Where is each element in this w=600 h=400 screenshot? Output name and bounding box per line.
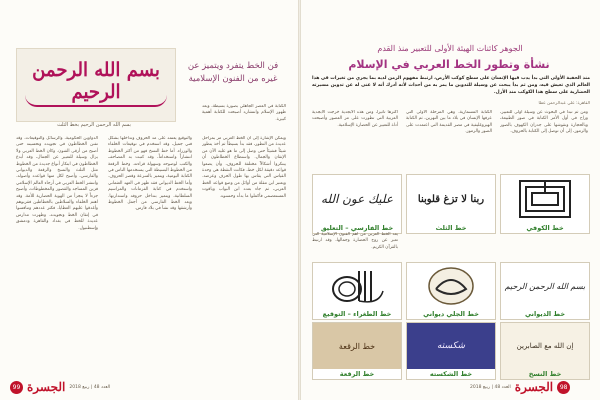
- article-column-middle: والتوقيع يعتمد على مد الحروف وتداخلها بشكل فني جميل، وقد استخدم في توقيعات الخلفاء والوزراء. أما خط النسخ فهو من أكثر الخطوط انتشاراً واستخداماً، وقد كتبت به المصاحف والكتب لوضوحه وسهولة قراءته. وخط الرقعة من الخطوط البسيطة التي يستخدمها الناس في الكتابة اليومية، ويتميز بالسرعة وقصر الحروف. وأما الخط الديواني فقد ظهر في العهد العثماني واستخدم في كتابة الفرمانات والمراسيم السلطانية، ويتميز بتداخل حروفه واستدارتها. ويعد الخط الفارسي من أجمل الخطوط وأرشقها وقد نشأ في بلاد فارس.: [108, 136, 192, 212]
- calligraphy-image: [16, 48, 176, 122]
- ruqaa-art: خط الرقعة: [338, 341, 376, 351]
- pull-quote: فن الخط يتفرد ويتميز عن غيره من الفنون الإسلامية: [187, 61, 279, 84]
- plate-caption: خط الرقعة: [313, 369, 401, 379]
- plate-caption: خط الفارسي – التعليق: [320, 224, 394, 232]
- magazine-logo-right: الجسرة: [514, 380, 554, 394]
- jali-diwani-oval-icon: [426, 265, 476, 307]
- plate-naskh: [500, 322, 590, 380]
- plate-caption: خط الثلث: [435, 224, 467, 232]
- article-column-top: الكتابة في العصر الجاهلي بصورة بسيطة، وبعد ظهور الإسلام وانتشاره أصبحت للكتابة أهمية كبيرة.: [202, 104, 286, 122]
- article-headline: نشأة وتطور الخط العربي في الإسلام: [348, 58, 550, 71]
- magazine-logo-left: الجسرة: [27, 380, 66, 394]
- plate-shikasta: [406, 322, 496, 380]
- diwani-art: بسم الله الرحمن الرحيم: [504, 281, 586, 291]
- article-column-left: الدواوين الحكومية، والرسائل والتوقيعات، وقد تفنن الخطاطون في تجويده وتحسينه حتى أصبح من أرقى الفنون. وكان الخط العربي ولا يزال وسيلة للتعبير عن الجمال، وقد أبدع الخطاطون في ابتكار أنواع جديدة من الخطوط مثل الثلث والنسخ والرقعة والديواني والفارسي، وأصبح لكل منها قواعده وأصوله. وانتشر الخط العربي في أرجاء العالم الإسلامي فزين المساجد والقصور والمخطوطات، وأصبح جزءاً لا يتجزأ من الهوية الحضارية للأمة. وقد اهتم الخلفاء والسلاطين بالخطاطين فقربوهم وأغدقوا عليهم العطايا، فكثر عددهم وتنافسوا في إتقان الخط وتجويده، وظهرت مدارس عديدة للخط في بغداد والقاهرة ودمشق وإسطنبول.: [16, 136, 98, 231]
- left-footer: [10, 380, 110, 394]
- issue-info-right: العدد 48 | ربيع 2018: [470, 384, 511, 390]
- plate-jali-diwani: [406, 262, 496, 320]
- calligraphy-caption: بسم الله الرحمن الرحيم بخط الثلث: [57, 122, 131, 128]
- plate-caption: خط الشكسته: [407, 369, 495, 379]
- article-kicker: الجوهر كائنات الهيئة الأولى للتعبير منذ القدم: [377, 44, 523, 53]
- left-page: [0, 0, 299, 400]
- plate-kufi: [500, 174, 590, 234]
- farsi-art: عليك عون الله: [320, 192, 394, 206]
- plate-ruqaa: [312, 322, 402, 380]
- plate-thuluth: [406, 174, 496, 234]
- plate-caption: خط الكوفي: [526, 224, 564, 232]
- plate-caption: خط الطغراء – التوقيع: [322, 310, 392, 318]
- article-column-4: يعد الخط العربي من أهم الفنون الإسلامية التي تعبر عن روح الحضارة وجمالها، وقد ارتبط بالقرآن الكريم.: [312, 232, 398, 250]
- page-number-left: 99: [10, 381, 23, 394]
- plate-farsi: [312, 174, 402, 234]
- plate-caption: خط الديواني: [524, 310, 566, 318]
- basmala-calligraphy: بسم الله الرحمن الرحيم: [32, 59, 160, 103]
- article-byline: القاهرة: علي عبدالرحمن عطا: [538, 100, 590, 105]
- plate-caption: خط النسخ: [528, 370, 562, 378]
- article-column-3: أكثرها تأثيراً، ومن هذه الأبجدية خرجت الأبجدية العربية التي تطورت على مر العصور وأصبحت أداة للتعبير عن الحضارة الإسلامية.: [312, 110, 398, 128]
- article-lead: منذ الحقبة الأولى التي بدأ يدب فيها الإنسان على سطح كوكب الأرض، ارتبط مفهوم الزمن لديه بما يجري من تغيرات في هذا العالم الذي تعيش فيه، ومن ثم بدأ يبحث عن وسيلة للتدوين ما يمر به من أحداث لأنه أدرك أنه لا غنى له عن تدوين مسيرته الحضارية على سطح هذا الكوكب منذ الأزل.: [312, 76, 590, 95]
- article-column-right: ويمكن الإشارة إلى أن الخط العربي مر بمراحل عديدة من التطور، فقد بدأ بسيطاً ثم أخذ يتطور شيئاً فشيئاً حتى وصل إلى ما هو عليه الآن من الإتقان والجمال. واستطاع الخطاطون أن يبتكروا أشكالاً مختلفة للحروف، وأن يضعوا قواعد دقيقة لكل خط، فكانت النقطة هي وحدة القياس التي يقاس بها طول الحرف وعرضه. ويعتبر ابن مقلة من أوائل من وضع قواعد الخط العربي، ثم جاء بعده ابن البواب وياقوت المستعصمي فأكملوا ما بدأه وحسنوه.: [202, 136, 286, 199]
- article-column-2: الكتابة المسمارية، وهي المرحلة الأولى التي عرفها الإنسان في بلاد ما بين النهرين، ثم الكتابة الهيروغليفية في مصر القديمة التي اعتمدت على الصور والرموز.: [406, 110, 492, 135]
- article-column-1: ومن ثم تبدأ في البحوث عن وسيلة أولى للتعبير، وراح في أول الأمر الكتابة في صور الطبيعة، وبالحجارة ونقوشها على جدران الكهوف بالصور والرموز، إلى أن توصل إلى الكتابة بالحروف.: [500, 110, 588, 135]
- shikasta-art: شكسته: [436, 341, 466, 351]
- thuluth-art: ربنا لا تزغ قلوبنا: [417, 193, 485, 205]
- page-number-right: 98: [557, 381, 570, 394]
- plate-tughra: [312, 262, 402, 320]
- issue-info-left: العدد 48 | ربيع 2018: [69, 384, 111, 390]
- tughra-seal-icon: [329, 265, 385, 307]
- kufi-square-icon: [518, 179, 572, 219]
- naskh-art: إن الله مع الصابرين: [516, 342, 574, 350]
- right-footer: [470, 380, 570, 394]
- plate-diwani: [500, 262, 590, 320]
- plate-caption: خط الجلي ديواني: [423, 310, 479, 318]
- calligraphy-flourish: [25, 95, 167, 107]
